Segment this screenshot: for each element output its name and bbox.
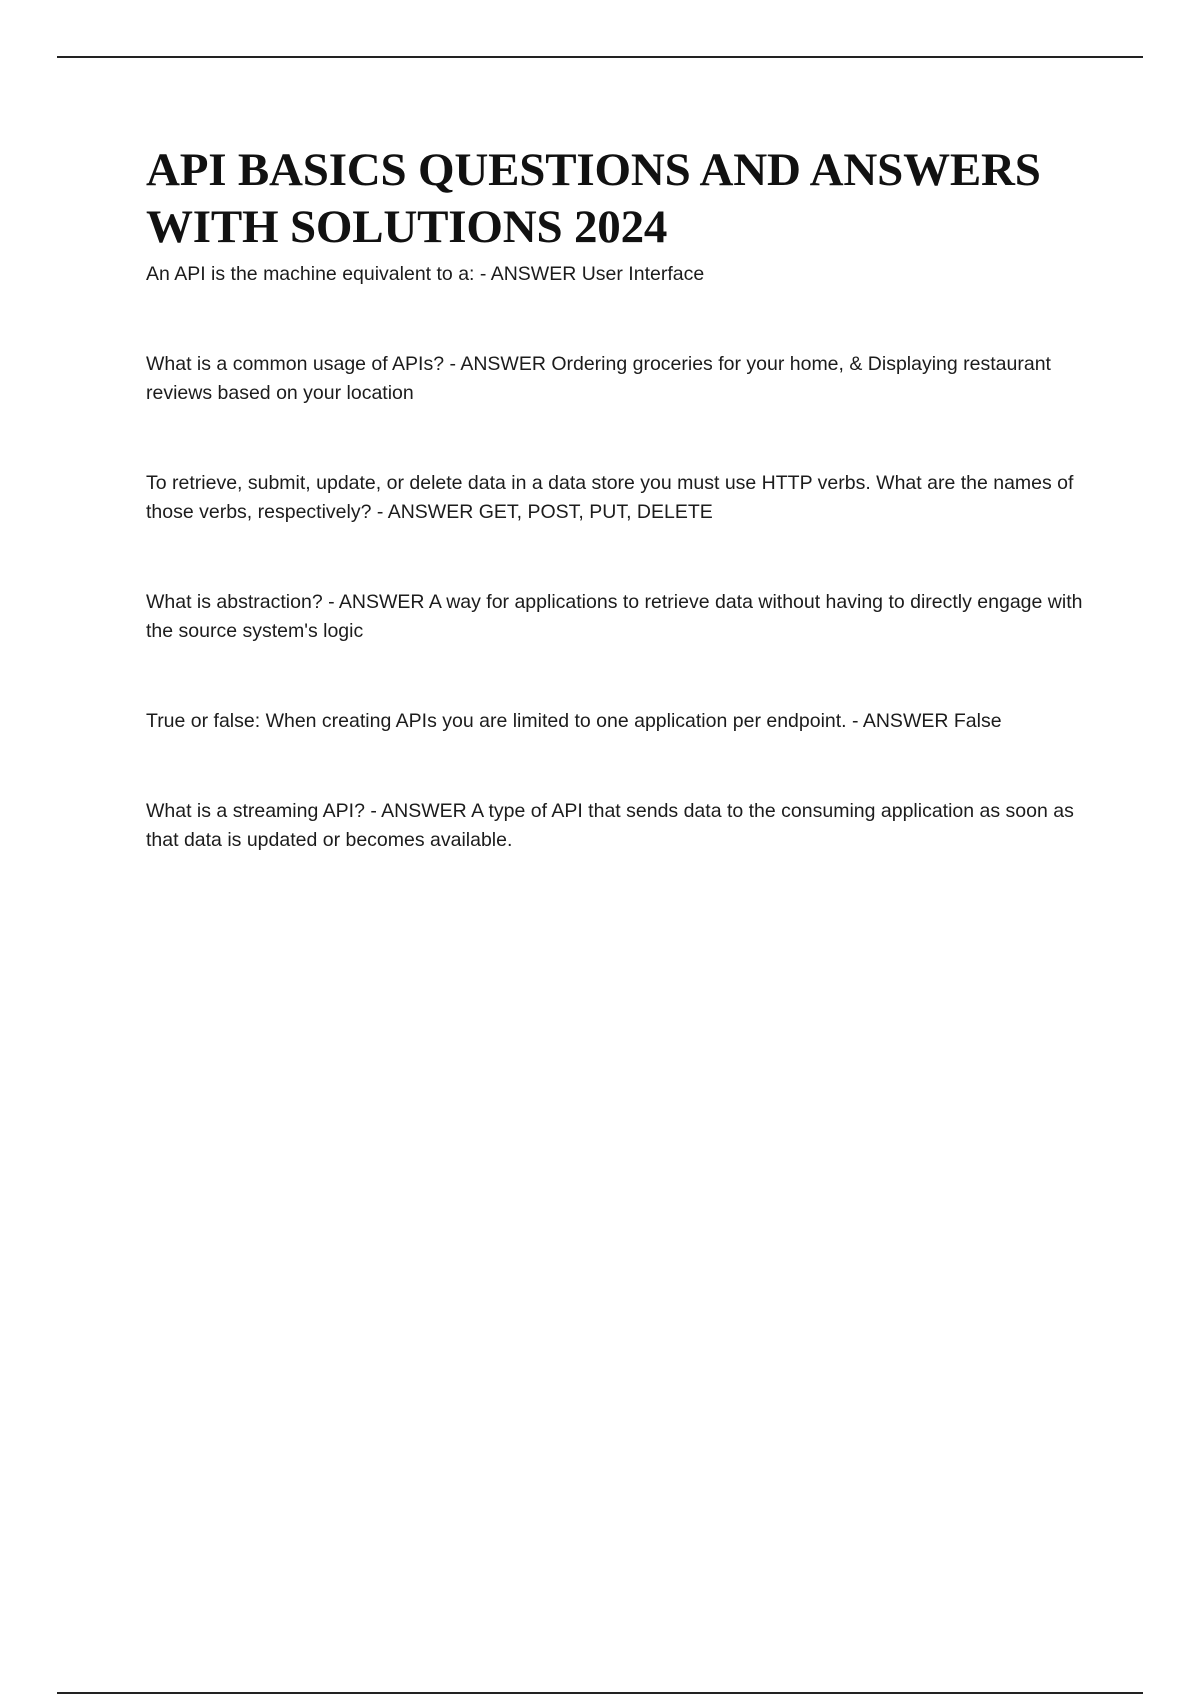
document-body <box>146 142 1096 916</box>
qa-list <box>146 260 1096 855</box>
qa-item-2: What is a common usage of APIs? - ANSWER Ordering groceries for your home, & Displaying restaurant reviews based on your location <box>146 353 1051 404</box>
qa-item-3: To retrieve, submit, update, or delete data in a data store you must use HTTP verbs. What are the names of those verbs, respectively? - ANSWER GET, POST, PUT, DELETE <box>146 472 1074 523</box>
document-title-line-2: WITH SOLUTIONS 2024 <box>146 201 668 253</box>
bottom-divider <box>57 1692 1143 1694</box>
top-divider <box>57 56 1143 58</box>
qa-item-4: What is abstraction? - ANSWER A way for applications to retrieve data without having to directly engage with the source system's logic <box>146 591 1083 642</box>
qa-item-6: What is a streaming API? - ANSWER A type of API that sends data to the consuming application as soon as that data is updated or becomes available. <box>146 800 1074 851</box>
document-title-line-1: API BASICS QUESTIONS AND ANSWERS <box>146 144 1041 196</box>
qa-item-1: An API is the machine equivalent to a: - ANSWER User Interface <box>146 263 705 285</box>
qa-item-5: True or false: When creating APIs you are limited to one application per endpoint. - ANSWER False <box>146 710 1002 732</box>
document-title <box>146 142 1096 256</box>
